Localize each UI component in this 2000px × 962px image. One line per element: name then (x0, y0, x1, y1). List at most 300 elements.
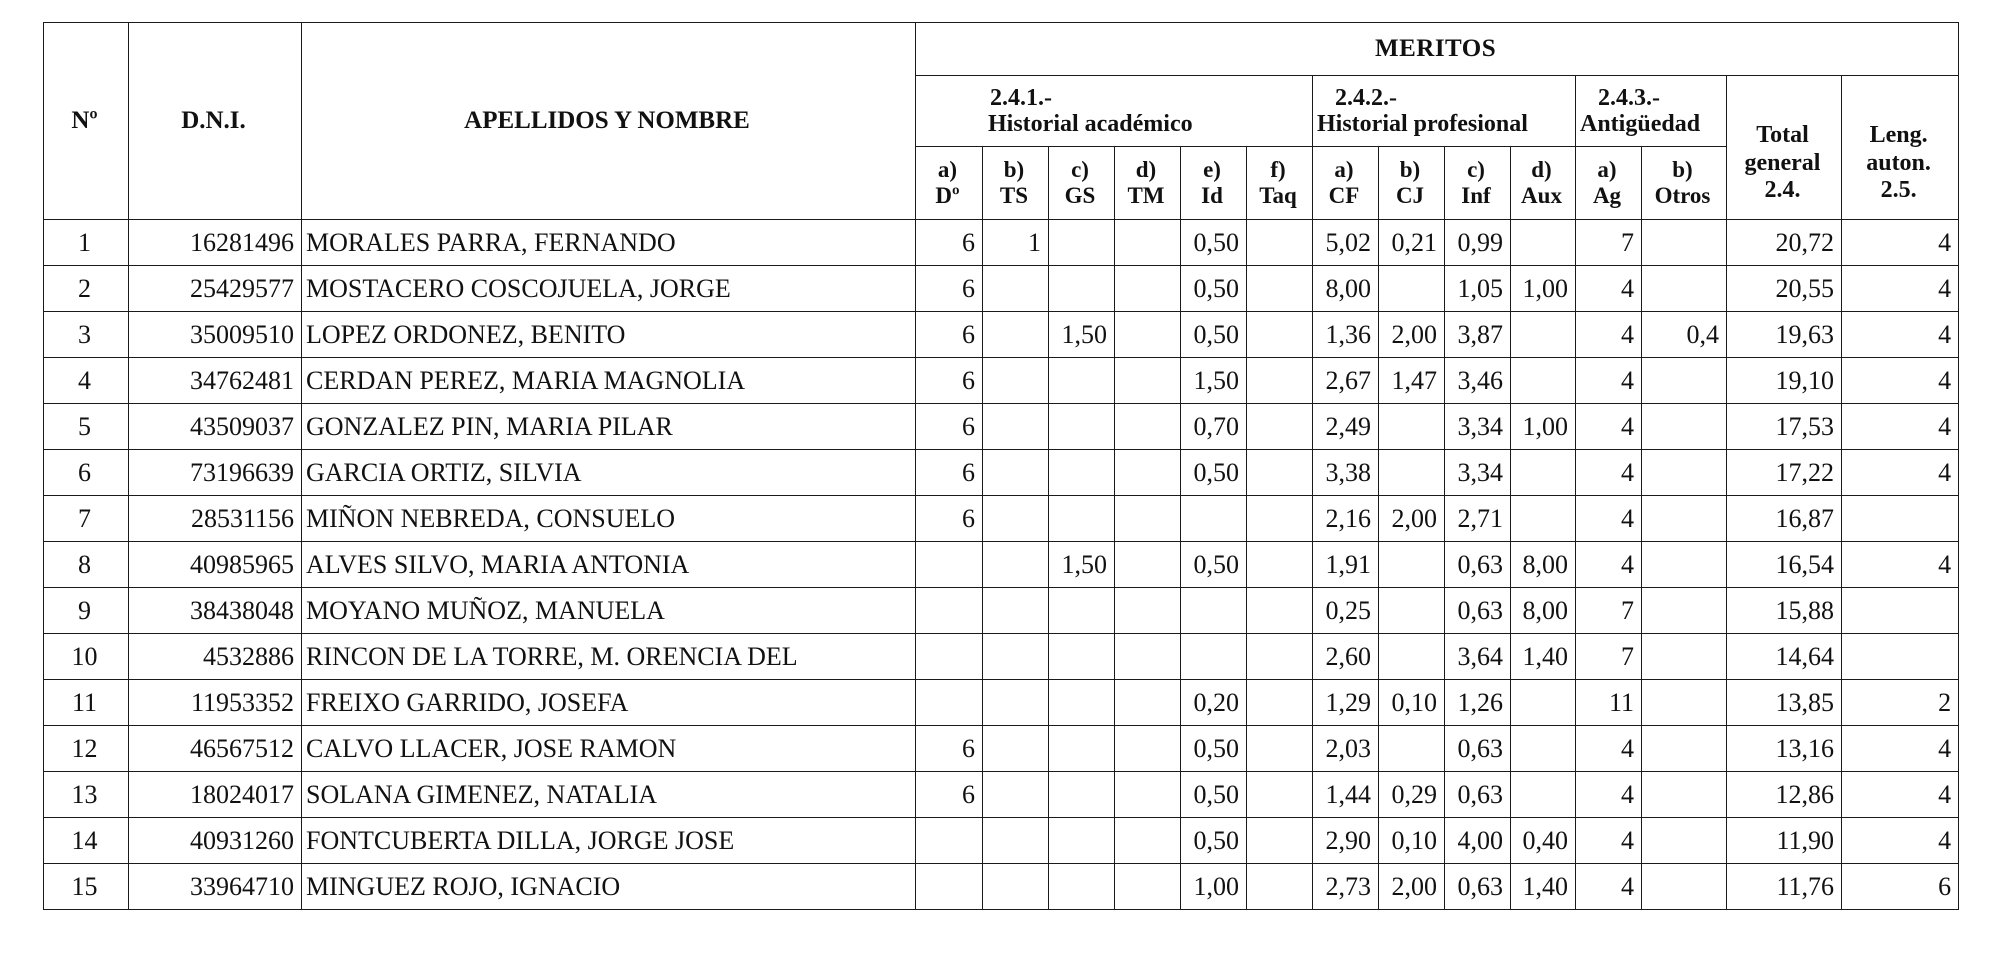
cell-cj: 0,10 (1379, 680, 1445, 726)
table-row (44, 772, 1959, 818)
cell-no: 14 (44, 818, 129, 864)
sub-code: GS (1064, 183, 1096, 208)
subheader-tm (1115, 147, 1181, 220)
cell-d: 6 (916, 496, 983, 542)
table-row (44, 496, 1959, 542)
cell-id (1181, 634, 1247, 680)
cell-gs (1049, 634, 1115, 680)
cell-otros (1642, 680, 1727, 726)
cell-ts (983, 818, 1049, 864)
cell-name: GONZALEZ PIN, MARIA PILAR (302, 404, 916, 450)
cell-inf: 0,63 (1445, 542, 1511, 588)
cell-name: CALVO LLACER, JOSE RAMON (302, 726, 916, 772)
cell-dni: 4532886 (129, 634, 302, 680)
cell-aux (1511, 772, 1576, 818)
total-line2: general (1744, 149, 1821, 176)
cell-aux (1511, 312, 1576, 358)
cell-d (916, 864, 983, 910)
cell-tm (1115, 542, 1181, 588)
cell-leng: 4 (1842, 220, 1959, 266)
sub-letter: f) (1270, 156, 1286, 182)
cell-otros (1642, 220, 1727, 266)
cell-total: 17,22 (1727, 450, 1842, 496)
cell-ts (983, 542, 1049, 588)
subheader-cf (1313, 147, 1379, 220)
cell-d (916, 634, 983, 680)
cell-gs: 1,50 (1049, 542, 1115, 588)
cell-aux (1511, 680, 1576, 726)
cell-id: 0,50 (1181, 818, 1247, 864)
cell-ag: 7 (1576, 634, 1642, 680)
cell-taq (1247, 404, 1313, 450)
cell-no: 15 (44, 864, 129, 910)
cell-no: 12 (44, 726, 129, 772)
cell-gs (1049, 588, 1115, 634)
cell-leng: 4 (1842, 450, 1959, 496)
sub-letter: c) (1071, 156, 1089, 182)
sub-code: CF (1328, 183, 1360, 208)
table-row (44, 542, 1959, 588)
table-row (44, 634, 1959, 680)
cell-cj (1379, 726, 1445, 772)
sub-letter: b) (1399, 156, 1421, 182)
cell-ag: 4 (1576, 726, 1642, 772)
cell-inf: 0,63 (1445, 772, 1511, 818)
cell-name: MOSTACERO COSCOJUELA, JORGE (302, 266, 916, 312)
cell-inf: 0,63 (1445, 726, 1511, 772)
cell-total: 17,53 (1727, 404, 1842, 450)
cell-cj: 0,21 (1379, 220, 1445, 266)
cell-gs (1049, 404, 1115, 450)
cell-id (1181, 496, 1247, 542)
sub-letter: a) (1597, 156, 1617, 182)
cell-ts (983, 358, 1049, 404)
cell-ag: 7 (1576, 588, 1642, 634)
cell-id: 0,50 (1181, 266, 1247, 312)
cell-total: 20,55 (1727, 266, 1842, 312)
group-professional-label: Historial profesional (1317, 111, 1528, 137)
cell-total: 11,90 (1727, 818, 1842, 864)
cell-no: 2 (44, 266, 129, 312)
total-line3: 2.4. (1764, 177, 1801, 204)
subheader-d (916, 147, 983, 220)
cell-taq (1247, 818, 1313, 864)
cell-gs (1049, 358, 1115, 404)
cell-cf: 1,44 (1313, 772, 1379, 818)
cell-cf: 2,73 (1313, 864, 1379, 910)
cell-aux (1511, 450, 1576, 496)
cell-dni: 43509037 (129, 404, 302, 450)
cell-tm (1115, 312, 1181, 358)
cell-id: 0,50 (1181, 726, 1247, 772)
cell-otros (1642, 726, 1727, 772)
cell-total: 13,16 (1727, 726, 1842, 772)
cell-d: 6 (916, 312, 983, 358)
cell-leng (1842, 588, 1959, 634)
cell-tm (1115, 680, 1181, 726)
table-row (44, 818, 1959, 864)
cell-ag: 4 (1576, 358, 1642, 404)
cell-no: 10 (44, 634, 129, 680)
cell-gs (1049, 680, 1115, 726)
cell-dni: 33964710 (129, 864, 302, 910)
cell-inf: 3,46 (1445, 358, 1511, 404)
cell-no: 4 (44, 358, 129, 404)
cell-leng: 4 (1842, 542, 1959, 588)
cell-leng: 2 (1842, 680, 1959, 726)
cell-name: FONTCUBERTA DILLA, JORGE JOSE (302, 818, 916, 864)
sub-code: Dº (935, 183, 960, 208)
col-header-name: APELLIDOS Y NOMBRE (302, 23, 916, 220)
cell-ts (983, 680, 1049, 726)
cell-id: 0,50 (1181, 772, 1247, 818)
table-row (44, 588, 1959, 634)
cell-dni: 25429577 (129, 266, 302, 312)
cell-tm (1115, 634, 1181, 680)
cell-dni: 28531156 (129, 496, 302, 542)
cell-tm (1115, 358, 1181, 404)
cell-name: RINCON DE LA TORRE, M. ORENCIA DEL (302, 634, 916, 680)
cell-tm (1115, 772, 1181, 818)
cell-otros (1642, 496, 1727, 542)
cell-cf: 1,91 (1313, 542, 1379, 588)
sub-code: Taq (1259, 183, 1297, 208)
cell-tm (1115, 220, 1181, 266)
cell-aux: 1,00 (1511, 266, 1576, 312)
cell-dni: 40931260 (129, 818, 302, 864)
sub-letter: b) (1672, 156, 1693, 182)
group-seniority-label: Antigüedad (1580, 111, 1701, 137)
cell-cj: 2,00 (1379, 864, 1445, 910)
cell-id: 0,50 (1181, 312, 1247, 358)
cell-otros (1642, 818, 1727, 864)
cell-ts (983, 404, 1049, 450)
sub-letter: b) (1003, 156, 1025, 182)
cell-otros (1642, 588, 1727, 634)
cell-id: 0,50 (1181, 542, 1247, 588)
group-header-academic (916, 76, 1313, 147)
cell-cf: 2,03 (1313, 726, 1379, 772)
leng-line3: 2.5. (1880, 177, 1917, 204)
cell-otros (1642, 450, 1727, 496)
cell-dni: 34762481 (129, 358, 302, 404)
cell-aux: 8,00 (1511, 542, 1576, 588)
cell-d: 6 (916, 358, 983, 404)
cell-taq (1247, 726, 1313, 772)
cell-aux: 0,40 (1511, 818, 1576, 864)
cell-d (916, 588, 983, 634)
cell-d: 6 (916, 220, 983, 266)
cell-d: 6 (916, 266, 983, 312)
cell-ts (983, 588, 1049, 634)
group-header-professional (1313, 76, 1576, 147)
cell-ag: 4 (1576, 266, 1642, 312)
cell-id: 0,50 (1181, 450, 1247, 496)
cell-otros (1642, 358, 1727, 404)
table-row (44, 680, 1959, 726)
table-row (44, 404, 1959, 450)
cell-inf: 0,63 (1445, 864, 1511, 910)
cell-taq (1247, 220, 1313, 266)
sub-code: TM (1127, 183, 1165, 208)
cell-ts (983, 864, 1049, 910)
cell-inf: 4,00 (1445, 818, 1511, 864)
group-header-seniority (1576, 76, 1727, 147)
cell-cf: 0,25 (1313, 588, 1379, 634)
cell-cj (1379, 588, 1445, 634)
cell-taq (1247, 772, 1313, 818)
cell-taq (1247, 542, 1313, 588)
cell-cf: 1,36 (1313, 312, 1379, 358)
cell-id (1181, 588, 1247, 634)
cell-leng: 4 (1842, 404, 1959, 450)
cell-leng (1842, 496, 1959, 542)
group-seniority-number: 2.4.3.- (1598, 84, 1660, 111)
cell-ag: 4 (1576, 496, 1642, 542)
group-academic-label: Historial académico (988, 111, 1193, 137)
cell-tm (1115, 496, 1181, 542)
cell-cj: 2,00 (1379, 312, 1445, 358)
cell-tm (1115, 404, 1181, 450)
cell-dni: 35009510 (129, 312, 302, 358)
cell-total: 19,63 (1727, 312, 1842, 358)
cell-name: GARCIA ORTIZ, SILVIA (302, 450, 916, 496)
col-header-leng (1842, 76, 1959, 220)
cell-cj (1379, 450, 1445, 496)
merits-table (43, 22, 1959, 910)
sub-code: Ag (1592, 183, 1622, 208)
cell-ag: 4 (1576, 864, 1642, 910)
table-row (44, 312, 1959, 358)
sub-letter: a) (1334, 156, 1354, 182)
table-row (44, 358, 1959, 404)
table-row (44, 220, 1959, 266)
sub-code: Aux (1521, 183, 1562, 208)
cell-tm (1115, 726, 1181, 772)
cell-aux: 1,40 (1511, 634, 1576, 680)
cell-name: MOYANO MUÑOZ, MANUELA (302, 588, 916, 634)
table-row (44, 726, 1959, 772)
cell-ag: 7 (1576, 220, 1642, 266)
cell-taq (1247, 496, 1313, 542)
cell-ts: 1 (983, 220, 1049, 266)
cell-leng: 4 (1842, 312, 1959, 358)
cell-d (916, 542, 983, 588)
subheader-aux (1511, 147, 1576, 220)
cell-ag: 4 (1576, 450, 1642, 496)
cell-name: ALVES SILVO, MARIA ANTONIA (302, 542, 916, 588)
cell-ts (983, 496, 1049, 542)
cell-aux (1511, 358, 1576, 404)
cell-otros (1642, 404, 1727, 450)
cell-ts (983, 450, 1049, 496)
col-header-no: Nº (44, 23, 129, 220)
cell-dni: 11953352 (129, 680, 302, 726)
leng-line1: Leng. (1869, 122, 1928, 149)
subheader-otros (1642, 147, 1727, 220)
cell-no: 5 (44, 404, 129, 450)
cell-name: MINGUEZ ROJO, IGNACIO (302, 864, 916, 910)
cell-id: 1,50 (1181, 358, 1247, 404)
table-header (44, 23, 1959, 220)
cell-name: MIÑON NEBREDA, CONSUELO (302, 496, 916, 542)
cell-no: 7 (44, 496, 129, 542)
cell-aux (1511, 496, 1576, 542)
cell-no: 9 (44, 588, 129, 634)
cell-name: CERDAN PEREZ, MARIA MAGNOLIA (302, 358, 916, 404)
cell-tm (1115, 864, 1181, 910)
cell-tm (1115, 818, 1181, 864)
sub-code: Inf (1461, 183, 1491, 208)
cell-id: 1,00 (1181, 864, 1247, 910)
cell-leng: 4 (1842, 772, 1959, 818)
cell-ag: 4 (1576, 772, 1642, 818)
cell-taq (1247, 312, 1313, 358)
cell-taq (1247, 266, 1313, 312)
subheader-taq (1247, 147, 1313, 220)
cell-inf: 2,71 (1445, 496, 1511, 542)
sub-letter: d) (1531, 156, 1552, 182)
cell-cj: 0,29 (1379, 772, 1445, 818)
cell-leng (1842, 634, 1959, 680)
cell-inf: 3,64 (1445, 634, 1511, 680)
cell-no: 6 (44, 450, 129, 496)
cell-dni: 46567512 (129, 726, 302, 772)
cell-cf: 2,60 (1313, 634, 1379, 680)
cell-otros (1642, 542, 1727, 588)
cell-leng: 4 (1842, 818, 1959, 864)
cell-leng: 6 (1842, 864, 1959, 910)
cell-inf: 1,26 (1445, 680, 1511, 726)
cell-taq (1247, 864, 1313, 910)
cell-inf: 0,63 (1445, 588, 1511, 634)
cell-gs (1049, 772, 1115, 818)
cell-tm (1115, 588, 1181, 634)
cell-gs (1049, 496, 1115, 542)
table-body (44, 220, 1959, 910)
cell-cf: 2,90 (1313, 818, 1379, 864)
table-row (44, 266, 1959, 312)
cell-otros (1642, 864, 1727, 910)
cell-d (916, 818, 983, 864)
cell-gs: 1,50 (1049, 312, 1115, 358)
cell-taq (1247, 634, 1313, 680)
table-row (44, 864, 1959, 910)
cell-no: 1 (44, 220, 129, 266)
cell-cf: 1,29 (1313, 680, 1379, 726)
cell-otros (1642, 266, 1727, 312)
cell-total: 16,87 (1727, 496, 1842, 542)
cell-d: 6 (916, 726, 983, 772)
cell-ts (983, 312, 1049, 358)
cell-cj: 0,10 (1379, 818, 1445, 864)
cell-taq (1247, 588, 1313, 634)
cell-cf: 2,67 (1313, 358, 1379, 404)
cell-taq (1247, 450, 1313, 496)
total-line1: Total (1756, 122, 1809, 149)
sub-code: TS (999, 183, 1029, 208)
cell-total: 11,76 (1727, 864, 1842, 910)
subheader-gs (1049, 147, 1115, 220)
cell-total: 20,72 (1727, 220, 1842, 266)
col-header-total (1727, 76, 1842, 220)
merits-header: MERITOS (916, 23, 1959, 76)
cell-cj (1379, 266, 1445, 312)
cell-aux (1511, 726, 1576, 772)
table-row (44, 450, 1959, 496)
cell-dni: 73196639 (129, 450, 302, 496)
cell-ts (983, 266, 1049, 312)
subheader-id (1181, 147, 1247, 220)
subheader-cj (1379, 147, 1445, 220)
cell-inf: 0,99 (1445, 220, 1511, 266)
cell-cf: 2,16 (1313, 496, 1379, 542)
cell-aux: 1,00 (1511, 404, 1576, 450)
sub-letter: a) (937, 156, 958, 182)
cell-tm (1115, 266, 1181, 312)
cell-cj (1379, 542, 1445, 588)
cell-ag: 11 (1576, 680, 1642, 726)
cell-gs (1049, 450, 1115, 496)
cell-aux (1511, 220, 1576, 266)
cell-cf: 8,00 (1313, 266, 1379, 312)
cell-gs (1049, 864, 1115, 910)
cell-id: 0,50 (1181, 220, 1247, 266)
cell-inf: 3,34 (1445, 450, 1511, 496)
cell-leng: 4 (1842, 358, 1959, 404)
cell-total: 15,88 (1727, 588, 1842, 634)
group-academic-number: 2.4.1.- (990, 84, 1052, 111)
subheader-ts (983, 147, 1049, 220)
cell-ts (983, 634, 1049, 680)
cell-cj (1379, 404, 1445, 450)
cell-gs (1049, 266, 1115, 312)
cell-ts (983, 772, 1049, 818)
cell-aux: 8,00 (1511, 588, 1576, 634)
sub-code: CJ (1395, 183, 1425, 208)
cell-d: 6 (916, 404, 983, 450)
group-professional-number: 2.4.2.- (1335, 84, 1397, 111)
cell-inf: 3,87 (1445, 312, 1511, 358)
cell-cf: 5,02 (1313, 220, 1379, 266)
cell-aux: 1,40 (1511, 864, 1576, 910)
cell-cj: 1,47 (1379, 358, 1445, 404)
cell-no: 11 (44, 680, 129, 726)
sub-letter: c) (1467, 156, 1485, 182)
cell-taq (1247, 680, 1313, 726)
cell-no: 13 (44, 772, 129, 818)
cell-dni: 40985965 (129, 542, 302, 588)
cell-cf: 2,49 (1313, 404, 1379, 450)
cell-otros (1642, 634, 1727, 680)
cell-d: 6 (916, 450, 983, 496)
cell-leng: 4 (1842, 266, 1959, 312)
cell-inf: 1,05 (1445, 266, 1511, 312)
cell-total: 12,86 (1727, 772, 1842, 818)
cell-id: 0,70 (1181, 404, 1247, 450)
cell-ag: 4 (1576, 818, 1642, 864)
cell-name: SOLANA GIMENEZ, NATALIA (302, 772, 916, 818)
sub-letter: d) (1135, 156, 1157, 182)
cell-d: 6 (916, 772, 983, 818)
subheader-inf (1445, 147, 1511, 220)
cell-dni: 16281496 (129, 220, 302, 266)
cell-ag: 4 (1576, 404, 1642, 450)
cell-gs (1049, 818, 1115, 864)
cell-no: 8 (44, 542, 129, 588)
cell-ts (983, 726, 1049, 772)
cell-leng: 4 (1842, 726, 1959, 772)
